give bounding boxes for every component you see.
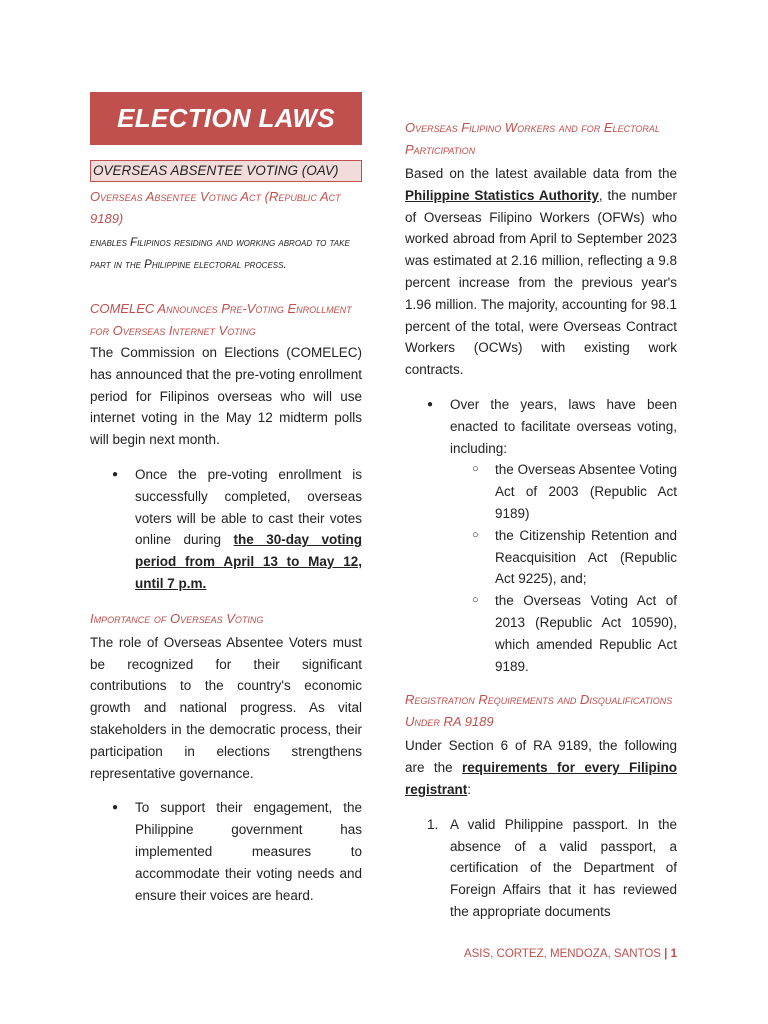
ofw-body-post: , the number of Overseas Filipino Workers (OFWs) who worked abroad from April to September 2023 was estimated at 2.16 million, reflecting a 9.8 percent increase from the previous year's 1.96 million. The majority, accounting for 98.1 percent of the total, were Overseas Contract Workers (OCWs) with existing work contracts. — [405, 187, 677, 378]
ofw-body — [405, 163, 677, 381]
oav-act-description: enables Filipinos residing and working abroad to take part in the Philippine electoral process. — [90, 237, 350, 271]
comelec-bullet-text: Once the pre-voting enrollment is successfully completed, overseas voters will be able to cast their votes online during — [135, 466, 362, 548]
requirement-item — [405, 814, 677, 923]
footer-separator: | — [664, 948, 668, 960]
sub-list-item: ○ the Overseas Voting Act of 2013 (Republic Act 10590), which amended Republic Act 9189. — [450, 590, 677, 677]
oav-heading: OVERSEAS ABSENTEE VOTING (OAV) — [90, 160, 362, 182]
importance-bullet: ● To support their engagement, the Philippine government has implemented measures to accommodate their voting needs and ensure their voices are heard. — [90, 797, 362, 906]
page-title-banner: ELECTION LAWS — [90, 92, 362, 145]
ofw-sub-list — [450, 459, 677, 677]
psa-link[interactable]: Philippine Statistics Authority — [405, 187, 599, 203]
ofw-body-pre: Based on the latest available data from the — [405, 166, 677, 181]
importance-bullets — [90, 797, 362, 906]
footer-authors: ASIS, CORTEZ, MENDOZA, SANTOS — [463, 948, 661, 960]
oav-act-heading: Overseas Absentee Voting Act (Republic Act 9189) — [90, 189, 341, 226]
importance-heading: Importance of Overseas Voting — [90, 610, 264, 626]
registration-body — [405, 735, 677, 800]
comelec-body: The Commission on Elections (COMELEC) has announced that the pre-voting enrollment period for Filipinos overseas who will use internet voting in the May 12 midterm polls will begin next month. — [90, 345, 362, 448]
ofw-bullets — [405, 394, 677, 677]
registration-heading: Registration Requirements and Disqualifications Under RA 9189 — [405, 692, 673, 730]
ofw-bullet-text: Over the years, laws have been enacted to facilitate overseas voting, including: — [450, 396, 677, 456]
registration-body-post: : — [467, 781, 472, 797]
right-column — [405, 117, 677, 923]
requirement-text: A valid Philippine passport. In the absence of a valid passport, a certification of the Department of Foreign Affairs that it has reviewed the appropriate documents — [450, 816, 677, 919]
sub-list-item: ○ the Citizenship Retention and Reacquisition Act (Republic Act 9225), and; — [450, 525, 677, 590]
requirements-list — [405, 814, 677, 923]
page-footer — [405, 945, 677, 963]
requirements-emphasis: requirements for every Filipino registrant — [405, 760, 677, 797]
left-column — [90, 92, 362, 906]
registration-body-pre: Under Section 6 of RA 9189, the following are the — [405, 738, 677, 776]
comelec-bullet — [90, 464, 362, 595]
requirement-number: 1. — [427, 816, 439, 832]
ofw-bullet — [405, 394, 677, 677]
comelec-bullets — [90, 464, 362, 595]
importance-body: The role of Overseas Absentee Voters must be recognized for their significant contributions to the country's economic growth and national progress. As vital stakeholders in the democratic process, their participation in elections strengthens representative governance. — [90, 634, 362, 781]
comelec-heading: COMELEC Announces Pre-Voting Enrollment for Overseas Internet Voting — [90, 301, 352, 338]
ofw-heading: Overseas Filipino Workers and for Electoral Participation — [405, 120, 660, 157]
page-number: 1 — [670, 948, 677, 960]
voting-period-emphasis: the 30-day voting period from April 13 to May 12, until 7 p.m. — [135, 532, 362, 591]
sub-list-item: ○ the Overseas Absentee Voting Act of 2003 (Republic Act 9189) — [450, 459, 677, 524]
